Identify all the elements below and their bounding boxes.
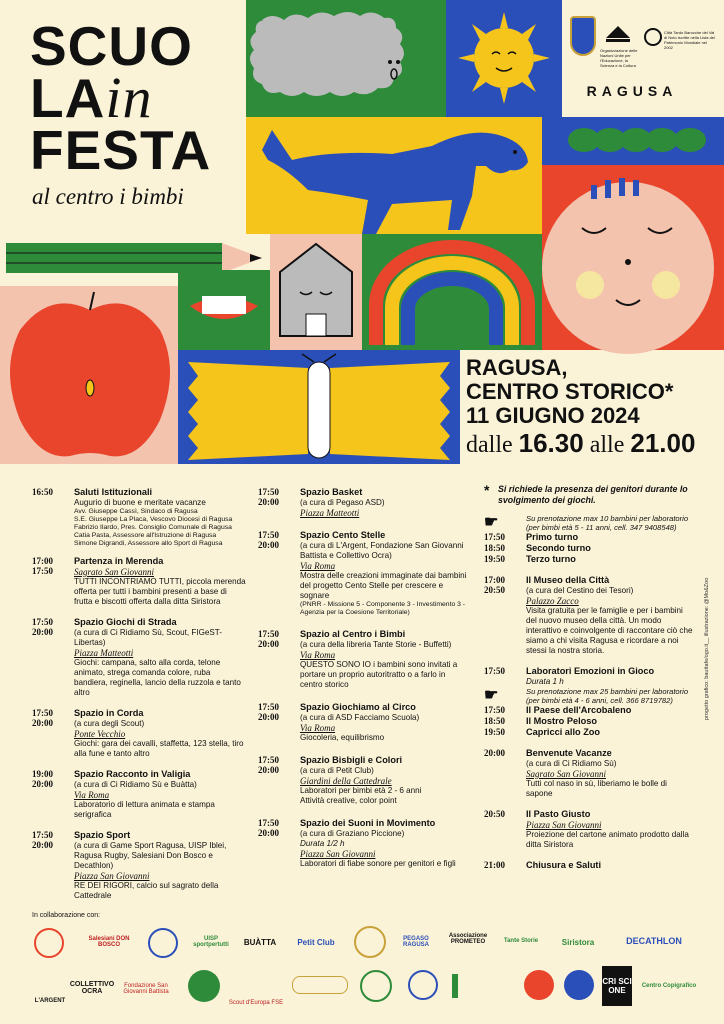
item-text: Giocoleria, equilibrismo <box>300 733 385 742</box>
apple-core <box>86 380 94 396</box>
item-sub: (a cura di Game Sport Ragusa, UISP Iblei, Ragusa Rugby, Salesiani Don Bosco e Decathlon) <box>74 841 227 870</box>
face-cheek-left <box>576 271 604 299</box>
item-text: Visita gratuita per le famiglie e per i bambini del nuovo museo della città. Un modo interattivo e coinvolgente di raccontare ciò che siamo a chi visita Ragusa e ricordare a noi stessi la nostra storia. <box>526 606 693 655</box>
item-title: Il Pasto Giusto <box>526 809 591 819</box>
item-small: (PNRR - Missione 5 - Componente 3 - Investimento 3 - Agenzia per la Coesione Territoriale) <box>300 601 466 616</box>
turno-1 <box>484 532 694 543</box>
item-title: Il Museo della Città <box>526 575 610 585</box>
sponsor-logo-siristora: Siristora <box>561 937 595 947</box>
time: 17:50 <box>484 666 505 676</box>
alle-label: alle <box>589 432 625 458</box>
parents-note <box>484 484 694 506</box>
event-place-2: CENTRO STORICO* <box>466 379 674 404</box>
item-merenda <box>32 556 246 607</box>
turno-label: Il Paese dell'Arcobaleno <box>526 705 632 715</box>
sponsor-logo-pegaso: PEGASO RAGUSA <box>402 936 429 948</box>
item-text: Tutti col naso in sù, liberiamo le bolle di sapone <box>526 779 667 798</box>
time: 16:50 <box>32 487 53 497</box>
program-col-1 <box>32 487 246 901</box>
item-sub: (a cura di Ci Ridiamo Sù, Scout, FIGeST-Libertas) <box>74 628 222 647</box>
sponsor-logo-icon <box>354 926 386 958</box>
item-museo <box>484 575 694 656</box>
item-sub: (a cura del Cestino dei Tesori) <box>526 586 634 595</box>
pointing-hand-icon: ☛ <box>484 514 499 531</box>
event-date: 11 GIUGNO 2024 <box>466 403 640 428</box>
unesco-icon <box>606 26 630 42</box>
item-sub: (a cura degli Scout) <box>74 719 145 728</box>
lab-turno-1 <box>484 705 694 716</box>
time: 20:00 <box>258 639 279 649</box>
world-heritage-icon <box>644 28 662 46</box>
time: 18:50 <box>484 716 505 726</box>
lab-turno-2 <box>484 716 694 727</box>
time: 17:50 <box>484 532 505 542</box>
time: 18:50 <box>484 543 505 553</box>
turno-3 <box>484 554 694 565</box>
item-sport <box>32 830 246 901</box>
caterpillar-shape <box>568 128 706 152</box>
item-duration: Durata 1 h <box>526 677 564 686</box>
face-nose <box>625 259 631 265</box>
sponsor-logo-icon <box>408 970 438 1000</box>
event-place-1: RAGUSA, <box>466 355 568 380</box>
sponsor-logo-icon <box>564 970 594 1000</box>
turno-label: Il Mostro Peloso <box>526 716 597 726</box>
heritage-text: Città Tardo Barocche del Val di Noto iscritte nella Lista del Patrimonio Mondiale nel 2002 <box>664 30 715 50</box>
cloud-eye-left <box>388 60 392 64</box>
item-title: Saluti Istituzionali <box>74 487 153 497</box>
item-title: Spazio Giochiamo al Circo <box>300 702 416 712</box>
pencil-shape <box>6 243 262 273</box>
title-line-1: SCUO <box>30 15 193 77</box>
subtitle: al centro i bimbi <box>32 184 184 209</box>
sponsor-logo-petit-club: Petit Club <box>297 937 335 947</box>
time: 20:00 <box>32 840 53 850</box>
event-info <box>466 356 716 460</box>
sponsor-logo-tante-storie: Tante Storie <box>503 938 539 944</box>
item-valigia <box>32 769 246 820</box>
item-place: Piazza San Giovanni <box>526 820 602 830</box>
item-text: TUTTI INCONTRIAMO TUTTI, piccola merenda offerta per tutti i bambini presenti a base di frutta e biscotti offerta dalla ditta Siristora <box>74 577 246 606</box>
sponsor-logo-icon <box>524 970 554 1000</box>
item-place: Sagrato San Giovanni <box>74 567 154 577</box>
item-text: RE DEI RIGORI, calcio sul sagrato della Cattedrale <box>74 881 219 900</box>
lab-turno-3 <box>484 727 694 738</box>
time: 20:00 <box>32 627 53 637</box>
house-door <box>306 314 326 336</box>
item-text: Mostra delle creazioni immaginate dai bambini del progetto Cento Stelle per crescere e sognare <box>300 571 467 600</box>
item-small: S.E. Giuseppe La Placa, Vescovo Diocesi di Ragusa <box>74 516 233 523</box>
sponsor-logo-buatta: BUÀTTA <box>243 937 277 947</box>
item-suoni <box>258 818 470 869</box>
item-sub: (a cura di L'Argent, Fondazione San Giovanni Battista e Collettivo Ocra) <box>300 541 464 560</box>
time: 20:00 <box>258 497 279 507</box>
item-place: Via Roma <box>300 561 336 571</box>
time: 17:00 <box>32 556 53 566</box>
item-title: Spazio Giochi di Strada <box>74 617 177 627</box>
item-vacanze <box>484 748 694 799</box>
item-sub: (a cura di Graziano Piccione) <box>300 829 405 838</box>
time: 20:00 <box>484 748 505 758</box>
sponsor-logo-prometeo: Associazione PROMETEO <box>448 933 488 945</box>
coat-of-arms-icon <box>570 16 596 56</box>
title-line-3: FESTA <box>30 119 212 181</box>
item-text: Attività creative, color point <box>300 796 397 805</box>
item-corda <box>32 708 246 759</box>
time: 19:00 <box>32 769 53 779</box>
item-text: Laboratori di fiabe sonore per genitori e figli <box>300 859 456 868</box>
time: 17:50 <box>258 818 279 828</box>
item-place: Palazzo Zacco <box>526 596 579 606</box>
cloud-shape <box>250 12 404 96</box>
item-sub: (a cura di Petit Club) <box>300 766 374 775</box>
item-sub: (a cura di Ci Ridiamo Sù e Buàtta) <box>74 780 197 789</box>
time: 20:00 <box>258 828 279 838</box>
turno-label: Secondo turno <box>526 543 591 553</box>
item-place: Ponte Vecchio <box>74 729 126 739</box>
item-title: Spazio Racconto in Valigia <box>74 769 191 779</box>
time: 20:50 <box>484 809 505 819</box>
sponsor-logo-icon <box>452 974 512 998</box>
time: 20:00 <box>258 712 279 722</box>
item-text: Giochi: gara dei cavalli, staffetta, 123 stella, tiro alla fune e tanto altro <box>74 739 244 758</box>
item-place: Piazza Matteotti <box>74 648 134 658</box>
item-place: Via Roma <box>300 723 336 733</box>
time: 17:50 <box>32 617 53 627</box>
item-text: Augurio di buone e meritate vacanze <box>74 498 206 507</box>
sponsor-logo-icon <box>34 928 64 958</box>
item-title: Spazio Bisbigli e Colori <box>300 755 403 765</box>
item-text: Laboratori per bimbi età 2 - 6 anni <box>300 786 422 795</box>
time: 21:00 <box>484 860 505 870</box>
pointing-hand-icon: ☛ <box>484 687 499 704</box>
sponsor-logo-decathlon: DECATHLON <box>626 936 682 946</box>
sponsor-logo-ocra: COLLETTIVO OCRA <box>69 981 115 995</box>
time: 20:00 <box>258 540 279 550</box>
turno-2 <box>484 543 694 554</box>
face-cheek-right <box>652 271 680 299</box>
item-place: Piazza Matteotti <box>300 508 360 518</box>
turno-label: Terzo turno <box>526 554 576 564</box>
time: 20:00 <box>258 765 279 775</box>
sponsor-logo-scout: Scout d'Europa FSE <box>228 1000 284 1006</box>
title-la: LA <box>30 67 106 129</box>
horse-eye <box>513 150 517 154</box>
time: 17:50 <box>32 830 53 840</box>
item-sub: (a cura di Ci Ridiamo Sù) <box>526 759 617 768</box>
item-title: Laboratori Emozioni in Gioco <box>526 666 655 676</box>
end-time: 21.00 <box>630 428 696 458</box>
turno-label: Capricci allo Zoo <box>526 727 601 737</box>
teeth <box>202 296 246 314</box>
item-title: Spazio in Corda <box>74 708 144 718</box>
time: 17:50 <box>258 487 279 497</box>
item-circo <box>258 702 470 743</box>
sponsor-logo-criscione: CRI SCI ONE <box>602 966 632 1006</box>
event-time <box>466 428 716 460</box>
booking-2 <box>484 687 694 705</box>
booking-text: Su prenotazione max 25 bambini per laboratorio (per bimbi età 4 - 6 anni, cell. 366 8719782) <box>526 687 689 705</box>
turno-label: Primo turno <box>526 532 579 542</box>
design-credit: progetto grafico: bauttafe/ogo.it__ illustrazione: @Mo&Zoo <box>704 577 710 720</box>
time: 17:50 <box>32 708 53 718</box>
item-duration: Durata 1/2 h <box>300 839 345 848</box>
item-place: Via Roma <box>300 650 336 660</box>
time: 17:50 <box>258 629 279 639</box>
time: 17:50 <box>258 702 279 712</box>
start-time: 16.30 <box>518 428 584 458</box>
item-title: Partenza in Merenda <box>74 556 164 566</box>
item-bisbigli <box>258 755 470 806</box>
item-saluti <box>32 487 246 548</box>
title-in: in <box>105 65 153 130</box>
asterisk-icon: * <box>484 482 490 498</box>
time: 17:00 <box>484 575 505 585</box>
program-col-3 <box>484 484 694 871</box>
item-centro-bimbi <box>258 629 470 690</box>
time: 17:50 <box>484 705 505 715</box>
collab-label: In collaborazione con: <box>32 912 101 919</box>
item-title: Chiusura e Saluti <box>526 860 602 870</box>
item-sub: (a cura di ASD Facciamo Scuola) <box>300 713 420 722</box>
booking-text: Su prenotazione max 10 bambini per laboratorio (per bimbi età 5 - 11 anni, cell. 347 9408548) <box>526 514 689 532</box>
face-shape <box>542 182 714 354</box>
time: 17:50 <box>258 755 279 765</box>
item-title: Spazio dei Suoni in Movimento <box>300 818 436 828</box>
item-small: Avv. Giuseppe Cassì, Sindaco di Ragusa <box>74 508 198 515</box>
item-title: Spazio al Centro i Bimbi <box>300 629 406 639</box>
item-text: Giochi: campana, salto alla corda, telone animato, strega comanda colore, ruba bandiera, reginella, lancio della ruzzola e tanto altro <box>74 658 241 697</box>
time: 17:50 <box>32 566 53 576</box>
note-text: Si richiede la presenza dei genitori durante lo svolgimento dei giochi. <box>498 484 688 505</box>
sponsor-logo-salesiani: Salesiani DON BOSCO <box>88 936 130 948</box>
item-giochi-strada <box>32 617 246 698</box>
item-sub: (a cura della libreria Tante Storie - Buffetti) <box>300 640 452 649</box>
booking-1 <box>484 514 694 532</box>
item-small: Fabrizio Ilardo, Pres. Consiglio Comunale di Ragusa <box>74 524 232 531</box>
sponsor-logo-copigrafico: Centro Copigrafico <box>641 983 697 989</box>
time: 20:00 <box>32 779 53 789</box>
item-text: Proiezione del cartone animato prodotto dalla ditta Siristora <box>526 830 689 849</box>
sponsor-logo-icon <box>360 970 392 1002</box>
item-cento-stelle <box>258 530 470 617</box>
item-small: Catia Pasta, Assessore all'Istruzione di Ragusa <box>74 532 217 539</box>
item-pasto <box>484 809 694 850</box>
item-title: Spazio Sport <box>74 830 131 840</box>
time: 19:50 <box>484 554 505 564</box>
item-title: Spazio Basket <box>300 487 363 497</box>
time: 19:50 <box>484 727 505 737</box>
city-logo: RAGUSA <box>586 83 678 99</box>
item-basket <box>258 487 470 518</box>
sponsor-logo-icon <box>292 976 348 994</box>
item-text: Laboratorio di lettura animata e stampa serigrafica <box>74 800 215 819</box>
cloud-eye-right <box>396 60 400 64</box>
item-lab <box>484 666 694 687</box>
sponsor-logo-uisp: UISP sportpertutti <box>193 936 229 948</box>
butterfly-wing-left <box>188 362 308 460</box>
time: 20:00 <box>32 718 53 728</box>
item-place: Via Roma <box>74 790 110 800</box>
item-place: Piazza San Giovanni <box>300 849 376 859</box>
sponsor-logo-icon <box>188 970 220 1002</box>
butterfly-wing-right <box>330 362 450 460</box>
time: 20:50 <box>484 585 505 595</box>
item-sub: (a cura di Pegaso ASD) <box>300 498 385 507</box>
item-place: Piazza San Giovanni <box>74 871 150 881</box>
sponsor-logo-fondazione: Fondazione San Giovanni Battista <box>123 983 169 995</box>
butterfly-body <box>308 362 330 458</box>
time: 17:50 <box>258 530 279 540</box>
unesco-text: Organizzazione delle Nazioni Unite per l'Educazione, la Scienza e la Cultura <box>600 48 638 68</box>
dalle-label: dalle <box>466 432 513 458</box>
sponsor-logo-icon <box>148 928 178 958</box>
item-title: Spazio Cento Stelle <box>300 530 386 540</box>
item-text: QUESTO SONO IO i bambini sono invitati a portare un proprio autoritratto o a farlo in centro storico <box>300 660 458 689</box>
item-place: Giardini della Cattedrale <box>300 776 392 786</box>
item-chiusura <box>484 860 694 871</box>
item-title: Benvenute Vacanze <box>526 748 612 758</box>
program-col-2 <box>258 487 470 869</box>
item-place: Sagrato San Giovanni <box>526 769 606 779</box>
sponsor-logo-largent: L'ARGENT <box>34 998 66 1004</box>
item-small: Simone Digrandi, Assessore allo Sport di Ragusa <box>74 540 223 547</box>
